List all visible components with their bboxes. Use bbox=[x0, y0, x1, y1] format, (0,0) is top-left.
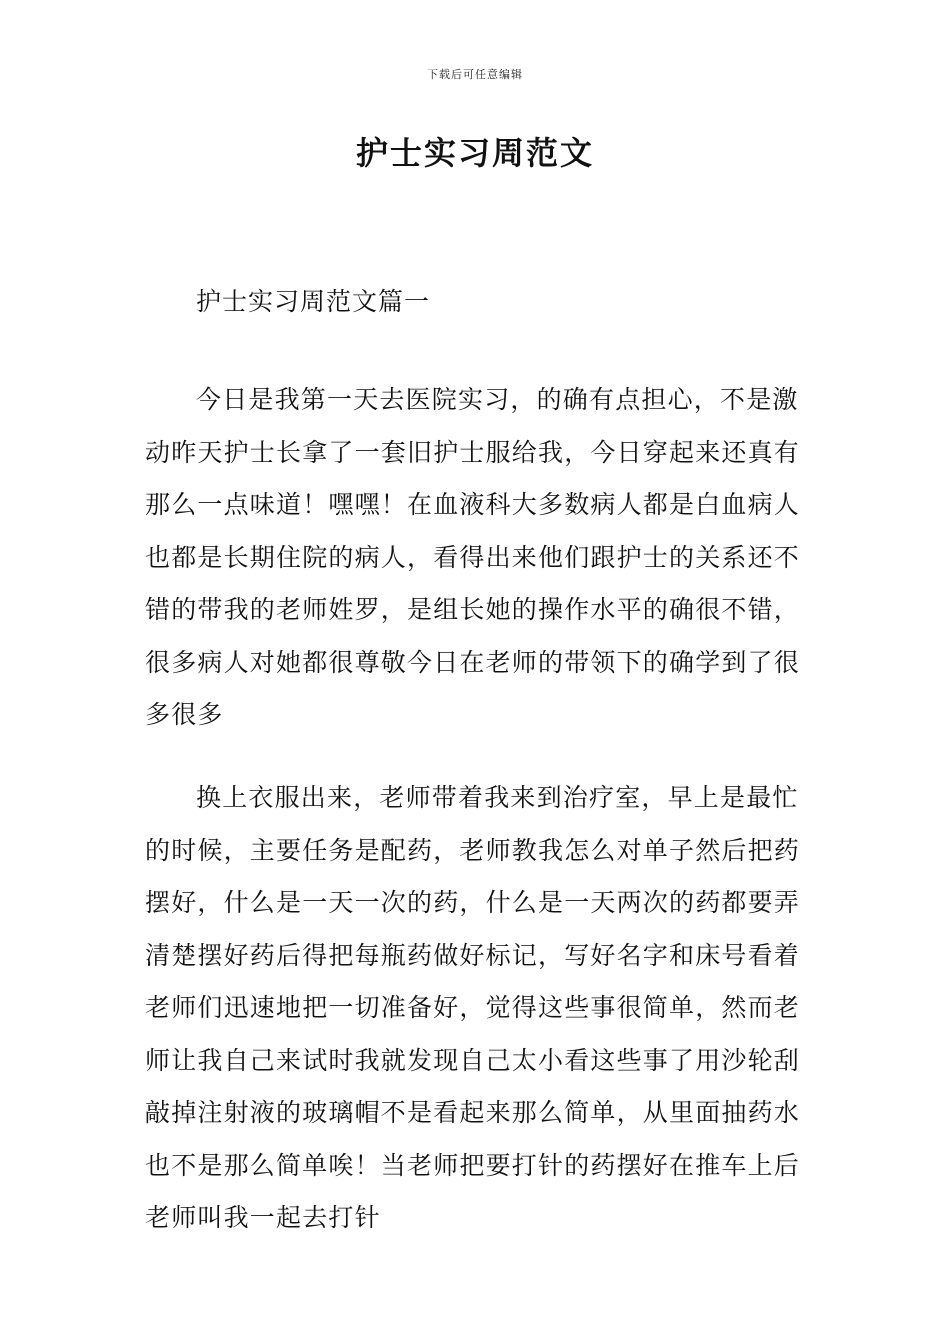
paragraph-line: 敲掉注射液的玻璃帽不是看起来那么简单，从里面抽药水 bbox=[145, 1098, 801, 1127]
paragraph-line: 摆好，什么是一天一次的药，什么是一天两次的药都要弄 bbox=[145, 888, 801, 917]
paragraph-line: 师让我自己来试时我就发现自己太小看这些事了用沙轮刮 bbox=[145, 1045, 801, 1075]
paragraph-line: 多很多 bbox=[145, 700, 224, 729]
paragraph-line: 今日是我第一天去医院实习，的确有点担心，不是激 bbox=[196, 385, 799, 414]
paragraph-line: 换上衣服出来，老师带着我来到治疗室，早上是最忙 bbox=[196, 783, 799, 812]
paragraph-2 bbox=[145, 772, 810, 1245]
section-heading: 护士实习周范文篇一 bbox=[196, 287, 431, 316]
document-title: 护士实习周范文 bbox=[355, 134, 594, 172]
header-note: 下载后可任意编辑 bbox=[427, 68, 523, 81]
paragraph-line: 的时候，主要任务是配药，老师教我怎么对单子然后把药 bbox=[145, 835, 801, 865]
paragraph-line: 很多病人对她都很尊敬今日在老师的带领下的确学到了很 bbox=[145, 647, 801, 677]
paragraph-line: 老师们迅速地把一切准备好，觉得这些事很简单，然而老 bbox=[145, 993, 801, 1022]
paragraph-line: 清楚摆好药后得把每瓶药做好标记，写好名字和床号看着 bbox=[145, 940, 801, 970]
paragraph-line: 老师叫我一起去打针 bbox=[145, 1203, 381, 1232]
paragraph-line: 那么一点味道！嘿嘿！在血液科大多数病人都是白血病人 bbox=[145, 490, 801, 519]
paragraph-line: 动昨天护士长拿了一套旧护士服给我，今日穿起来还真有 bbox=[145, 437, 801, 467]
paragraph-line: 也都是长期住院的病人，看得出来他们跟护士的关系还不 bbox=[145, 542, 801, 572]
paragraph-line: 错的带我的老师姓罗，是组长她的操作水平的确很不错， bbox=[145, 595, 801, 624]
paragraph-line: 也不是那么简单唉！当老师把要打针的药摆好在推车上后 bbox=[145, 1150, 801, 1180]
paragraph-1 bbox=[145, 374, 810, 742]
